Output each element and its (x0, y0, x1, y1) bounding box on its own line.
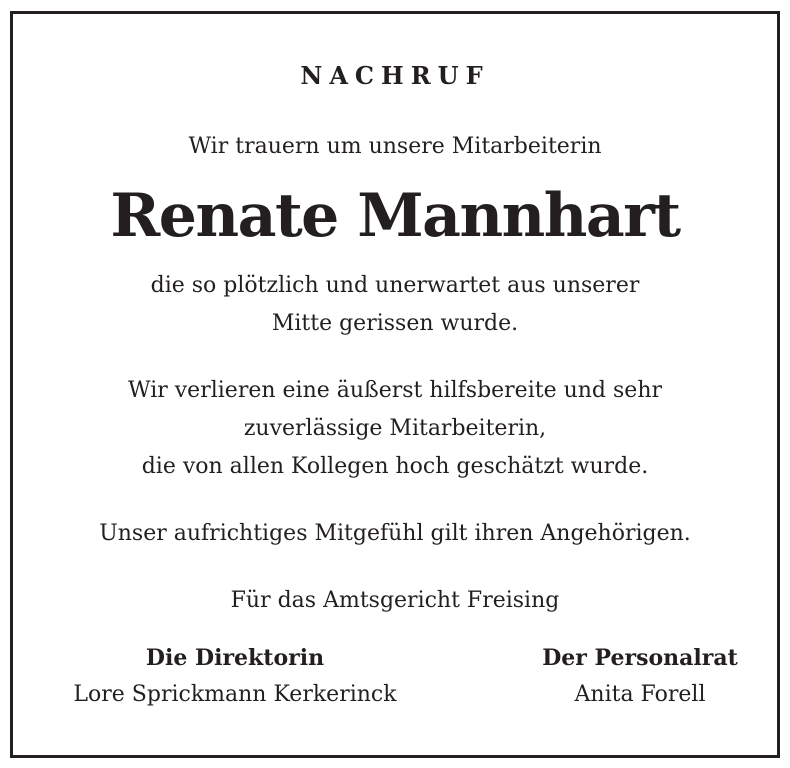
deceased-name: Renate Mannhart (110, 181, 680, 251)
paragraph2-line: zuverlässige Mitarbeiterin, (243, 416, 547, 441)
signatory-role-director: Die Direktorin (145, 645, 325, 671)
paragraph2-line: Wir verlieren eine äußerst hilfsbereite und sehr (127, 378, 662, 403)
signatory-name-staff-council: Anita Forell (574, 682, 706, 707)
paragraph1-line: die so plötzlich und unerwartet aus unserer (150, 273, 640, 298)
signatory-name-director: Lore Sprickmann Kerkerinck (73, 682, 397, 707)
signatory-role-staff-council: Der Personalrat (542, 645, 738, 671)
intro-text: Wir trauern um unsere Mitarbeiterin (188, 134, 602, 159)
paragraph1-line: Mitte gerissen wurde. (271, 311, 519, 336)
paragraph2-line: die von allen Kollegen hoch geschätzt wurde. (141, 454, 649, 479)
sympathy-text: Unser aufrichtiges Mitgefühl gilt ihren Angehörigen. (99, 521, 691, 546)
organization-text: Für das Amtsgericht Freising (230, 588, 560, 613)
notice-heading: NACHRUF (300, 61, 490, 90)
